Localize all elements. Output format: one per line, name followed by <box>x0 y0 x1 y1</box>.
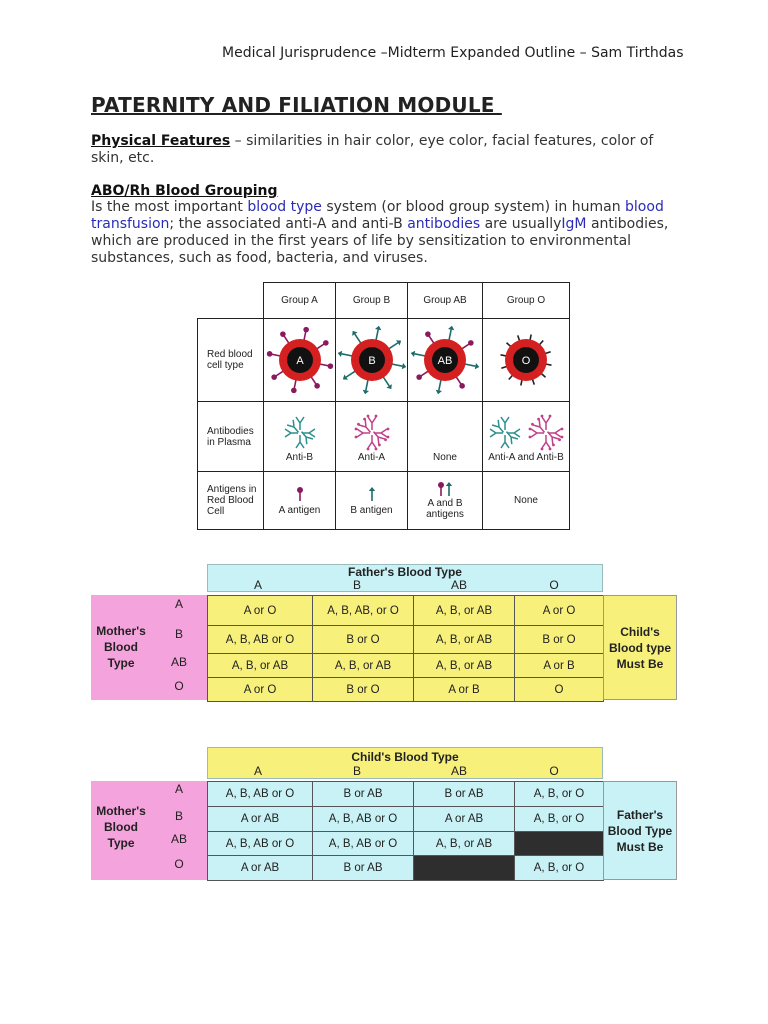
antibodies-link[interactable]: antibodies <box>407 216 481 232</box>
a-antigen-icon <box>285 486 315 502</box>
chart-cell: A or AB <box>208 856 313 881</box>
igm-link[interactable]: IgM <box>561 216 587 232</box>
red-cell-o-icon <box>491 320 561 400</box>
chart-cell: A, B, or AB <box>414 654 515 678</box>
abo-antigen-b <box>336 472 408 530</box>
abo-paragraph <box>91 199 671 267</box>
chart-grid <box>207 781 604 881</box>
chart-cell: A, B, AB, or O <box>313 596 414 626</box>
abo-text-4: are usually <box>480 216 562 232</box>
b-antigen-icon <box>357 486 387 502</box>
abo-blood-group-figure <box>197 282 570 530</box>
mother-blood-type-panel <box>91 781 207 880</box>
chart-cell: A, B, or AB <box>208 654 313 678</box>
chart-row-label: AB <box>171 832 188 846</box>
chart-column-label: A <box>253 578 262 592</box>
abo-group-b-header: Group B <box>336 283 408 319</box>
abo-antibody-ab-label: None <box>433 452 457 463</box>
physical-features-text: – similarities in hair color, eye color, facial features, color of skin, etc. <box>91 133 654 166</box>
page-header: Medical Jurisprudence –Midterm Expanded Outline – Sam Tirthdas <box>222 45 684 61</box>
chart-cell: A or B <box>515 654 604 678</box>
chart-cell: A, B, or O <box>515 856 604 881</box>
child-must-be-panel <box>603 595 677 700</box>
chart-cell: A, B, or AB <box>414 596 515 626</box>
abo-group-a-header: Group A <box>264 283 336 319</box>
red-cell-letter: A <box>295 355 304 367</box>
physical-features-paragraph <box>91 133 671 167</box>
a-and-b-antigen-icon <box>430 481 460 497</box>
abo-antigen-ab <box>408 472 483 530</box>
abo-red-cell-row-label: Red blood cell type <box>198 319 264 402</box>
abo-antibody-b-label: Anti-A <box>357 452 386 463</box>
chart-cell: A or O <box>208 596 313 626</box>
chart-cell: O <box>515 678 604 702</box>
mother-blood-type-label: Mother's Blood Type <box>96 804 146 850</box>
chart-column-label: B <box>352 578 361 592</box>
abo-antibody-o <box>483 402 570 472</box>
chart-row-label: AB <box>171 655 188 669</box>
chart-column-label: B <box>352 764 361 778</box>
chart-cell: A, B, or O <box>515 782 604 807</box>
chart-cell: B or O <box>313 678 414 702</box>
red-cell-b-icon <box>337 320 407 400</box>
abo-antigen-o <box>483 472 570 530</box>
abo-cell-b <box>336 319 408 402</box>
abo-antigen-b-label: B antigen <box>350 504 393 516</box>
chart-row-label: A <box>174 782 183 796</box>
chart-cell: A or AB <box>414 807 515 832</box>
child-blood-type-chart <box>91 564 677 700</box>
abo-antibodies-row-label: Antibodies in Plasma <box>198 402 264 472</box>
chart-cell: B or O <box>313 626 414 654</box>
abo-cell-a <box>264 319 336 402</box>
abo-antibody-a <box>264 402 336 472</box>
abo-antigen-o-label: None <box>514 495 538 506</box>
chart-cell-blocked <box>515 832 604 856</box>
red-cell-letter: O <box>521 355 531 367</box>
chart-cell: B or AB <box>313 782 414 807</box>
abo-antigens-row-label: Antigens in Red Blood Cell <box>198 472 264 530</box>
red-cell-letter: B <box>367 355 376 367</box>
chart-cell: A, B, or O <box>515 807 604 832</box>
abo-text-2: system (or blood group system) in human <box>321 199 626 215</box>
father-must-be-label: Father's Blood Type Must Be <box>607 808 673 854</box>
abo-antibody-a-label: Anti-B <box>285 452 314 463</box>
chart-cell-blocked <box>414 856 515 881</box>
abo-antibody-b <box>336 402 408 472</box>
father-blood-type-header <box>207 564 603 592</box>
abo-antigen-a <box>264 472 336 530</box>
chart-column-label: O <box>549 578 559 592</box>
abo-cell-o <box>483 319 570 402</box>
chart-cell: A, B, AB or O <box>313 832 414 856</box>
chart-row-label: B <box>174 809 183 823</box>
abo-antigen-ab-label: A and B antigens <box>426 498 464 520</box>
chart-row-label: A <box>174 597 183 611</box>
chart-cell: A, B, AB or O <box>208 782 313 807</box>
chart-row-label: O <box>174 679 184 693</box>
chart-cell: A or AB <box>208 807 313 832</box>
chart-row-label: B <box>174 627 183 641</box>
chart-cell: B or AB <box>313 856 414 881</box>
chart-grid <box>207 595 604 702</box>
chart-cell: A, B, or AB <box>414 832 515 856</box>
chart-cell: A or O <box>515 596 604 626</box>
abo-cell-ab <box>408 319 483 402</box>
chart-cell: A, B, AB or O <box>208 626 313 654</box>
chart-column-label: AB <box>450 578 467 592</box>
chart-cell: A, B, AB or O <box>208 832 313 856</box>
father-must-be-panel <box>603 781 677 880</box>
abo-antigen-a-label: A antigen <box>278 504 321 516</box>
chart-cell: A, B, or AB <box>313 654 414 678</box>
chart-row-label: O <box>174 857 184 871</box>
chart-cell: A or B <box>414 678 515 702</box>
child-must-be-label: Child's Blood type Must Be <box>609 625 671 671</box>
chart-header-title: Father's Blood Type <box>348 565 462 579</box>
red-cell-ab-icon <box>410 320 480 400</box>
blood-transfusion-link[interactable]: blood transfusion <box>91 199 664 232</box>
mother-blood-type-panel <box>91 595 207 700</box>
abo-corner <box>198 283 264 319</box>
physical-features-label: Physical Features <box>91 133 231 149</box>
abo-antibody-o-label: Anti-A and Anti-B <box>488 452 564 463</box>
chart-cell: B or O <box>515 626 604 654</box>
red-cell-a-icon <box>265 320 335 400</box>
abo-group-ab-header: Group AB <box>408 283 483 319</box>
chart-cell: A or O <box>208 678 313 702</box>
abo-text-3: ; the associated anti-A and anti-B <box>169 216 408 232</box>
chart-cell: B or AB <box>414 782 515 807</box>
blood-type-link[interactable]: blood type <box>247 199 322 215</box>
chart-column-label: AB <box>450 764 467 778</box>
page-title: PATERNITY AND FILIATION MODULE <box>91 93 502 117</box>
father-blood-type-chart <box>91 747 677 880</box>
abo-antibody-ab <box>408 402 483 472</box>
chart-cell: A, B, AB or O <box>313 807 414 832</box>
child-blood-type-header <box>207 747 603 779</box>
red-cell-letter: AB <box>437 355 453 367</box>
chart-column-label: O <box>549 764 559 778</box>
chart-cell: A, B, or AB <box>414 626 515 654</box>
abo-text-5: antibodies, which are produced in the first years of life by sensitization to environmental substances, such as food, bacteria, and viruses. <box>91 216 669 266</box>
abo-group-o-header: Group O <box>483 283 570 319</box>
mother-blood-type-label: Mother's Blood Type <box>96 624 146 670</box>
chart-column-label: A <box>253 764 262 778</box>
abo-text-1: Is the most important <box>91 199 248 215</box>
abo-heading: ABO/Rh Blood Grouping <box>91 183 278 199</box>
chart-header-title: Child's Blood Type <box>351 750 459 764</box>
